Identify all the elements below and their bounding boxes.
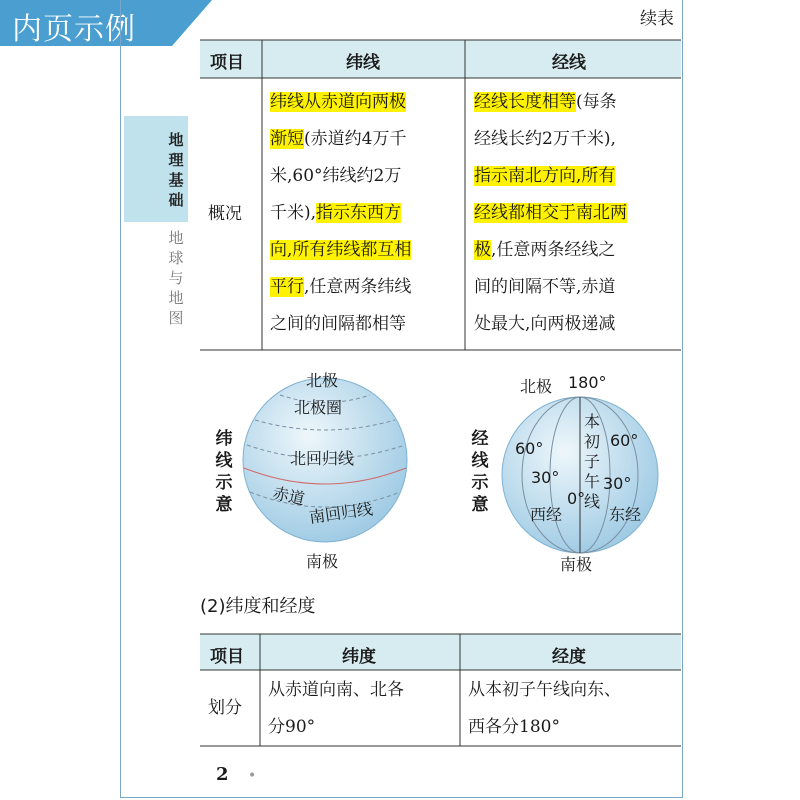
table2-header-item: 项目: [210, 647, 244, 667]
table2-header-jingdu: 经度: [552, 647, 586, 667]
continued-label: 续表: [640, 9, 674, 29]
table2-header-weidu: 纬度: [342, 647, 376, 667]
table2-jingdu-line1: 从本初子午线向东、: [468, 680, 621, 700]
table2-jingdu-line2: 西各分180°: [468, 717, 560, 737]
plain-text: 经线长约2万千米),: [474, 129, 616, 149]
banner-label: 内页示例: [12, 12, 136, 47]
caption-char: 示: [215, 473, 233, 493]
plain-text: ,任意两条经线之: [491, 240, 616, 260]
plain-text: 之间的间隔都相等: [270, 314, 406, 334]
plain-text: 米,60°纬线约2万: [270, 166, 402, 186]
caption-char: 线: [583, 492, 600, 511]
label-e60: 60°: [610, 431, 639, 450]
section2-heading: (2)纬度和经度: [200, 596, 316, 617]
highlight-text: 极: [474, 240, 491, 260]
highlight-text: 经线长度相等: [474, 92, 576, 112]
caption-char: 示: [471, 473, 489, 493]
caption-char: 子: [583, 452, 600, 471]
highlight-text: 向,所有纬线都互相: [270, 240, 412, 260]
caption-char: 意: [215, 495, 233, 515]
label-east: 东经: [609, 505, 642, 524]
label-south-pole: 南极: [306, 552, 339, 571]
label-w60: 60°: [515, 439, 544, 458]
jingxian-caption: [470, 428, 490, 516]
table1-header-weixian: 纬线: [346, 53, 380, 73]
caption-char: 午: [583, 472, 600, 491]
caption-char: 纬: [215, 429, 233, 449]
table2-row-label: 划分: [208, 698, 242, 718]
caption-char: 线: [471, 451, 489, 471]
plain-text: 间的间隔不等,赤道: [474, 277, 616, 297]
highlight-text: 纬线从赤道向两极: [270, 92, 406, 112]
plain-text: (每条: [576, 92, 617, 112]
page-dot: •: [248, 768, 257, 784]
sidebar-title: 地理基础: [168, 131, 184, 209]
table2-weidu-line1: 从赤道向南、北各: [268, 680, 404, 700]
table1-header-item: 项目: [210, 53, 244, 73]
weixian-caption: [214, 428, 234, 516]
label-e30: 30°: [603, 474, 632, 493]
label-w30: 30°: [531, 468, 560, 487]
caption-char: 经: [471, 429, 489, 449]
longitude-globe: [502, 397, 658, 553]
label-prime-meridian: [582, 412, 602, 512]
label-equator: 赤道: [271, 483, 307, 509]
label-zero: 0°: [567, 489, 586, 508]
label-north-pole: 北极: [306, 371, 339, 390]
plain-text: 千米),: [270, 203, 317, 223]
highlight-text: 指示东西方: [316, 203, 402, 223]
label-north-pole-2: 北极: [520, 377, 553, 396]
highlight-text: 渐短: [270, 129, 304, 149]
caption-char: 线: [215, 451, 233, 471]
sidebar-subtitle: 地球与地图: [168, 229, 184, 327]
caption-char: 意: [471, 495, 489, 515]
highlight-text: 经线都相交于南北两: [474, 203, 627, 223]
plain-text: 处最大,向两极递减: [474, 314, 616, 334]
page-number: 2: [216, 764, 229, 785]
highlight-text: 指示南北方向,所有: [474, 166, 616, 186]
plain-text: (赤道约4万千: [304, 129, 407, 149]
label-west: 西经: [530, 505, 563, 524]
label-180: 180°: [568, 373, 607, 392]
label-arctic-circle: 北极圈: [294, 398, 343, 417]
label-tropic-cancer: 北回归线: [290, 449, 355, 468]
label-south-pole-2: 南极: [560, 555, 593, 574]
table1-header-jingxian: 经线: [552, 53, 586, 73]
table1-row-label: 概况: [208, 204, 242, 224]
table2-weidu-line2: 分90°: [268, 717, 316, 737]
label-tropic-capricorn: 南回归线: [307, 499, 374, 527]
caption-char: 初: [583, 432, 600, 451]
plain-text: ,任意两条纬线: [304, 277, 412, 297]
caption-char: 本: [583, 412, 600, 431]
highlight-text: 平行: [270, 277, 304, 297]
